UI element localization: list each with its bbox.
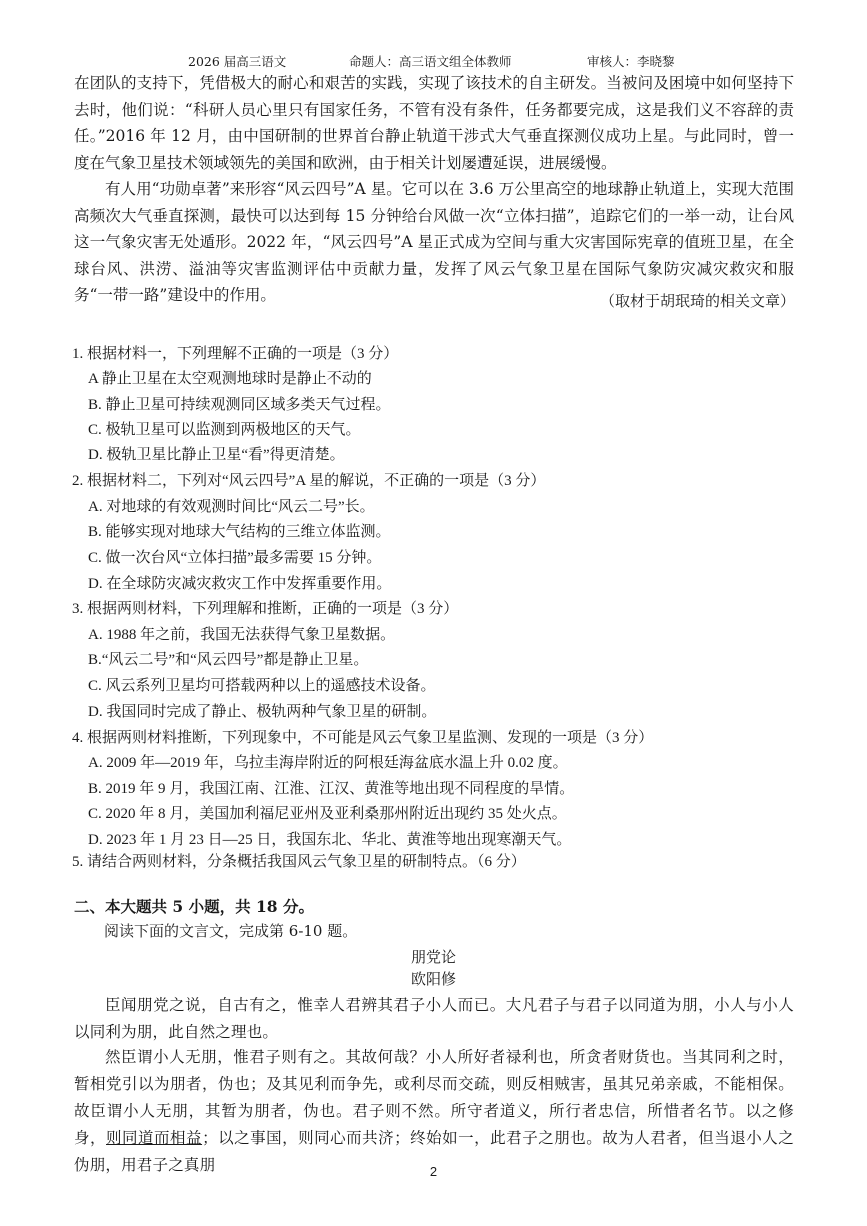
question-4-stem: 4. 根据两则材料推断，下列现象中，不可能是风云气象卫星监测、发现的一项是（3 分） [72, 730, 654, 746]
question-3-option-a: A. 1988 年之前，我国无法获得气象卫星数据。 [88, 627, 396, 643]
question-2-option-c: C. 做一次台风“立体扫描”最多需要 15 分钟。 [88, 550, 382, 566]
question-3-option-c: C. 风云系列卫星均可搭载两种以上的遥感技术设备。 [88, 678, 436, 694]
essay-paragraph-1: 臣闻朋党之说，自古有之，惟幸人君辨其君子小人而已。大凡君子与君子以同道为朋，小人与小人以同利为朋，此自然之理也。 [74, 996, 794, 1041]
essay-paragraph-2-text-a: 然臣谓小人无朋，惟君子则有之。其故何哉？小人所好者禄利也，所贪者财货也。当其同利之时，暂相党引以为朋者，伪也；及其见利而争先，或利尽而交疏，则反相贼害，虽其兄弟亲戚，不能相保。故臣谓小人无朋，其暂为朋者，伪也。君子则不然。所守者道义，所行者忠信，所惜者名节。以之修身， [74, 1048, 794, 1147]
essay-paragraph-2 [74, 1044, 794, 1179]
essay-author: 欧阳修 [410, 970, 456, 988]
header-title: 2026 届高三语文 [188, 54, 287, 69]
question-4-option-a: A. 2009 年—2019 年，乌拉圭海岸附近的阿根廷海盆底水温上升 0.02 度。 [88, 755, 568, 771]
question-3-option-d: D. 我国同时完成了静止、极轨两种气象卫星的研制。 [88, 704, 437, 720]
question-1-option-b: B. 静止卫星可持续观测同区域多类天气过程。 [88, 397, 391, 413]
section-2-title: 二、本大题共 5 小题，共 18 分。 [74, 897, 314, 916]
question-3-option-b: B.“风云二号”和“风云四号”都是静止卫星。 [88, 652, 369, 668]
question-2-stem: 2. 根据材料二，下列对“风云四号”A 星的解说，不正确的一项是（3 分） [72, 473, 546, 489]
question-4-option-d: D. 2023 年 1 月 23 日—25 日，我国东北、华北、黄淮等地出现寒潮天气。 [88, 832, 572, 848]
question-1-stem: 1. 根据材料一，下列理解不正确的一项是（3 分） [72, 346, 399, 362]
question-1-option-c: C. 极轨卫星可以监测到两极地区的天气。 [88, 422, 361, 438]
passage-source: （取材于胡珉琦的相关文章） [599, 292, 795, 310]
question-4-option-b: B. 2019 年 9 月，我国江南、江淮、江汉、黄淮等地出现不同程度的旱情。 [88, 781, 575, 797]
question-2-option-b: B. 能够实现对地球大气结构的三维立体监测。 [88, 524, 391, 540]
question-2-option-d: D. 在全球防灾减灾救灾工作中发挥重要作用。 [88, 576, 392, 592]
question-2-option-a: A. 对地球的有效观测时间比“风云二号”长。 [88, 499, 375, 515]
question-5-stem: 5. 请结合两则材料，分条概括我国风云气象卫星的研制特点。（6 分） [72, 854, 526, 870]
question-1-option-d: D. 极轨卫星比静止卫星“看”得更清楚。 [88, 447, 345, 463]
header-author: 命题人：高三语文组全体教师 [349, 54, 512, 69]
header-reviewer: 审核人：李晓黎 [587, 54, 675, 69]
section-2-instruction: 阅读下面的文言文，完成第 6-10 题。 [104, 922, 358, 940]
essay-title: 朋党论 [410, 948, 456, 966]
passage-paragraph-1: 在团队的支持下，凭借极大的耐心和艰苦的实践，实现了该技术的自主研发。当被问及困境中如何坚持下去时，他们说：“科研人员心里只有国家任务，不管有没有条件，任务都要完成，这是我们义不容辞的责任。”2016 年 12 月，由中国研制的世界首台静止轨道干涉式大气垂直探测仪成功上星。与此同时，曾一度在气象卫星技术领域领先的美国和欧洲，由于相关计划屡遭延误，进展缓慢。 [74, 74, 794, 172]
essay-underlined-phrase: 则同道而相益 [106, 1129, 203, 1147]
question-3-stem: 3. 根据两则材料，下列理解和推断，正确的一项是（3 分） [72, 601, 459, 617]
question-4-option-c: C. 2020 年 8 月，美国加利福尼亚州及亚利桑那州附近出现约 35 处火点。 [88, 806, 567, 822]
essay-paragraph-2-text-b: ；以之事国，则同心而共济；终始如一，此君子之朋也。故为人君者，但当退小人之伪朋，用君子之真朋 [74, 1129, 794, 1174]
passage-paragraph-2: 有人用“功勋卓著”来形容“风云四号”A 星。它可以在 3.6 万公里高空的地球静止轨道上，实现大范围高频次大气垂直探测，最快可以达到每 15 分钟给台风做一次“立体扫描”，追踪它们的一举一动，让台风这一气象灾害无处遁形。2022 年，“风云四号”A 星正式成为空间与重大灾害国际宪章的值班卫星，在全球台风、洪涝、溢油等灾害监测评估中贡献力量，发挥了风云气象卫星在国际气象防灾减灾救灾和服务“一带一路”建设中的作用。 [74, 180, 794, 304]
page-number: 2 [429, 1164, 438, 1179]
question-1-option-a: A 静止卫星在太空观测地球时是静止不动的 [88, 371, 372, 387]
